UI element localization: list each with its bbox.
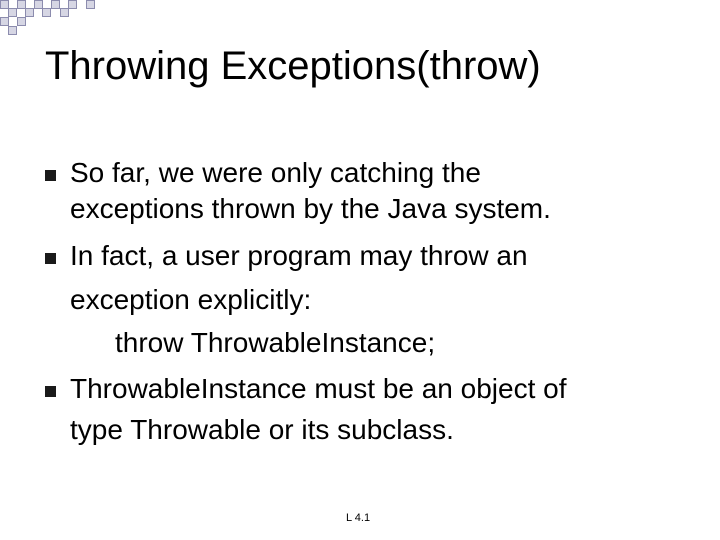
bullet-2-line-1: In fact, a user program may throw an bbox=[70, 240, 528, 271]
slide-footer: L 4.1 bbox=[346, 512, 371, 524]
square-bullet-icon bbox=[45, 386, 56, 397]
slide-title: Throwing Exceptions(throw) bbox=[45, 44, 541, 88]
bullet-3-line-1: ThrowableInstance must be an object of bbox=[70, 373, 567, 404]
bullet-2-line-2: exception explicitly: bbox=[70, 284, 312, 315]
bullet-3-line-2: type Throwable or its subclass. bbox=[70, 414, 454, 445]
bullet-1-line-2: exceptions thrown by the Java system. bbox=[70, 193, 551, 224]
code-line: throw ThrowableInstance; bbox=[115, 327, 436, 358]
square-bullet-icon bbox=[45, 170, 56, 181]
square-bullet-icon bbox=[45, 253, 56, 264]
checker-squares-decoration bbox=[0, 0, 720, 40]
bullet-1-line-1: So far, we were only catching the bbox=[70, 157, 481, 188]
